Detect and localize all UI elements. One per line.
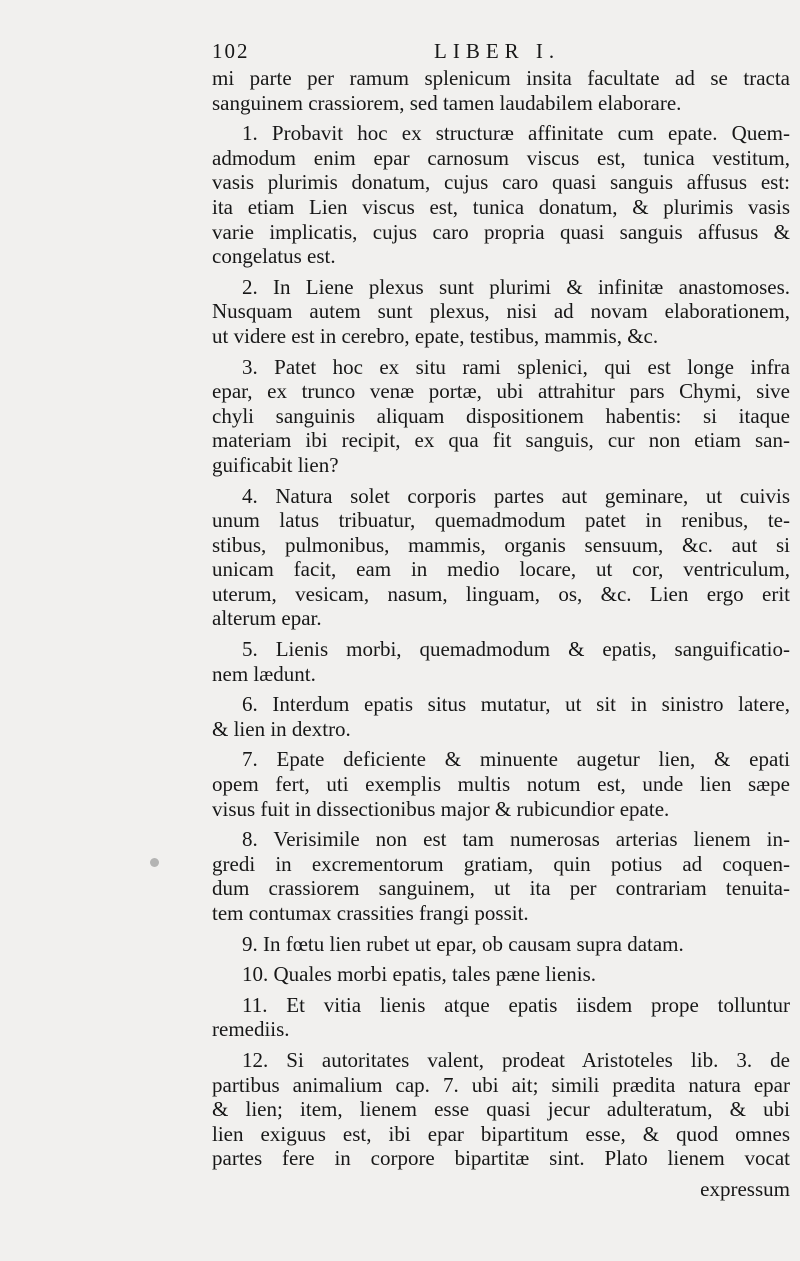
text-line: mi parte per ramum splenicum insita facultate ad se tracta — [212, 66, 790, 90]
text-line: 5. Lienis morbi, quemadmodum & epatis, sanguificatio- — [242, 637, 790, 662]
paragraph-5 — [212, 637, 790, 686]
paragraph-1 — [212, 121, 790, 269]
text-line: remediis. — [212, 1017, 290, 1042]
text-line: congelatus est. — [212, 244, 336, 269]
text-line: varie implicatis, cujus caro propria quasi sanguis affusus & — [212, 219, 790, 244]
text-line: unum latus tribuatur, quemadmodum patet in renibus, te- — [212, 508, 790, 533]
text-line: materiam ibi recipit, ex qua fit sanguis, cur non etiam san- — [212, 428, 790, 453]
running-head: LIBER I. — [434, 39, 561, 63]
text-line: 4. Natura solet corporis partes aut geminare, ut cuivis — [242, 483, 790, 508]
text-line: nem lædunt. — [212, 661, 316, 686]
text-line: partibus animalium cap. 7. ubi ait; simili prædita natura epar — [212, 1072, 790, 1097]
paragraph-8 — [212, 827, 790, 925]
page-header — [212, 36, 790, 66]
text-line: & lien in dextro. — [212, 716, 351, 741]
book-page — [212, 36, 790, 1202]
paragraph-12 — [212, 1048, 790, 1171]
text-line: alterum epar. — [212, 606, 322, 631]
text-line: lien exiguus est, ibi epar bipartitum esse, & quod omnes — [212, 1121, 790, 1146]
text-line: tem contumax crassities frangi possit. — [212, 901, 529, 925]
text-line: chyli sanguinis aliquam dispositionem habentis: si itaque — [212, 403, 790, 428]
paragraph-10 — [212, 962, 790, 987]
text-line: 1. Probavit hoc ex structuræ affinitate cum epate. Quem- — [242, 121, 790, 146]
text-line: Nusquam autem sunt plexus, nisi ad novam elaborationem, — [212, 299, 790, 324]
paragraph-7 — [212, 747, 790, 821]
text-line: stibus, pulmonibus, mammis, organis sensuum, &c. aut si — [212, 532, 790, 557]
text-line: guificabit lien? — [212, 452, 339, 477]
paragraph-6 — [212, 692, 790, 741]
text-line: 7. Epate deficiente & minuente augetur lien, & epati — [242, 747, 790, 772]
text-line: dum crassiorem sanguinem, ut ita per contrariam tenuita- — [212, 876, 790, 901]
page-number: 102 — [212, 39, 250, 63]
text-line: vasis plurimis donatum, cujus caro quasi sanguis affusus est: — [212, 170, 790, 195]
text-line: 3. Patet hoc ex situ rami splenici, qui est longe infra — [242, 354, 790, 379]
paragraph-2 — [212, 275, 790, 349]
text-line: admodum enim epar carnosum viscus est, tunica vestitum, — [212, 145, 790, 170]
text-line: uterum, vesicam, nasum, linguam, os, &c. Lien ergo erit — [212, 581, 790, 606]
text-line: & lien; item, lienem esse quasi jecur adulteratum, & ubi — [212, 1097, 790, 1122]
ink-speck — [150, 858, 159, 867]
text-line: unicam facit, eam in medio locare, ut cor, ventriculum, — [212, 557, 790, 582]
text-line: partes fere in corpore bipartitæ sint. Plato lienem vocat — [212, 1146, 790, 1171]
text-line: opem fert, uti exemplis multis notum est, unde lien sæpe — [212, 772, 790, 797]
paragraph-4 — [212, 484, 790, 632]
catchword: expressum — [700, 1176, 790, 1201]
text-line: 9. In fœtu lien rubet ut epar, ob causam supra datam. — [242, 931, 684, 956]
text-line: visus fuit in dissectionibus major & rubicundior epate. — [212, 796, 670, 821]
paragraph-3 — [212, 355, 790, 478]
text-line: ita etiam Lien viscus est, tunica donatum, & plurimis vasis — [212, 194, 790, 219]
text-line: 12. Si autoritates valent, prodeat Aristoteles lib. 3. de — [242, 1047, 790, 1072]
text-line: 8. Verisimile non est tam numerosas arterias lienem in- — [242, 827, 790, 852]
text-line: sanguinem crassiorem, sed tamen laudabilem elaborare. — [212, 90, 682, 115]
text-line: gredi in excrementorum gratiam, quin potius ad coquen- — [212, 851, 790, 876]
text-line: epar, ex trunco venæ portæ, ubi attrahitur pars Chymi, sive — [212, 379, 790, 404]
paragraph-11 — [212, 993, 790, 1042]
text-line: 10. Quales morbi epatis, tales pæne lienis. — [242, 962, 597, 987]
text-line: 6. Interdum epatis situs mutatur, ut sit in sinistro latere, — [242, 692, 790, 717]
text-line: 11. Et vitia lienis atque epatis iisdem prope tolluntur — [242, 992, 790, 1017]
paragraph-9 — [212, 932, 790, 957]
text-line: ut videre est in cerebro, epate, testibus, mammis, &c. — [212, 323, 659, 348]
intro-paragraph — [212, 66, 790, 115]
text-line: 2. In Liene plexus sunt plurimi & infinitæ anastomoses. — [242, 274, 790, 299]
